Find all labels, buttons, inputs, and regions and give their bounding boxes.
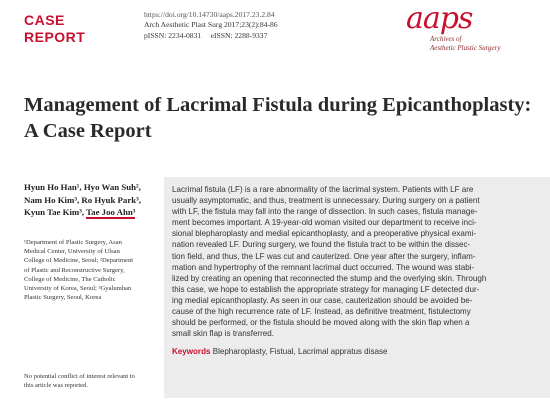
affiliation-line: ¹Department of Plastic Surgery, Asan: [24, 239, 122, 246]
citation: Arch Aesthetic Plast Surg 2017;23(2):84-86: [144, 20, 278, 30]
abstract-line: nation revealed LF. During surgery, we found the fistula tract to be within the dissec-: [172, 240, 471, 250]
abstract-line: should be performed, or the fistula should be moved along with the skin flap when a: [172, 318, 470, 328]
keywords-label: Keywords: [172, 347, 211, 357]
abstract-line: usually asymptomatic, and thus, treatment is unnecessary. During surgery on a patient: [172, 196, 480, 206]
coi-line1: No potential conflict of interest relevant to: [24, 373, 135, 380]
issn: pISSN: 2234-0831 eISSN: 2288-9337: [144, 30, 268, 40]
authors-line3-part1: Kyun Tae Kim³,: [24, 207, 87, 217]
affiliation-line: College of Medicine, The Catholic: [24, 275, 116, 283]
abstract-line: sional blepharoplasty and medial epicanthoplasty, and a preoperative physical exami-: [172, 229, 477, 239]
keywords-text: Blepharoplasty, Fistual, Lacrimal appratus disase: [210, 347, 388, 357]
abstract-line: mation and hypertrophy of the remnant lacrimal duct occurred. The wound was stabi-: [172, 262, 475, 272]
abstract-line: with LF, the fistula may fall into the range of dissection. In such cases, fistula manage-: [172, 207, 478, 217]
corresponding-author: Tae Joo Ahn³: [86, 207, 136, 217]
abstract-line: ing medial epicanthoplasty. As seen in our case, cauterization should be avoided be-: [172, 295, 473, 305]
keywords: [172, 346, 538, 357]
affiliation-line: College of Medicine, Seoul; ²Department: [24, 257, 134, 265]
abstract-line: Lacrimal fistula (LF) is a rare abnormality of the lacrimal system. Patients with LF are: [172, 185, 474, 194]
abstract-line: ment becomes important. A 19-year-old woman visited our department to receive inci-: [172, 218, 477, 228]
abstract-line: lized by creating an opening that reconnected the stump and the overlying skin. Through: [172, 273, 487, 283]
affiliation-line: of Plastic and Reconstructive Surgery,: [24, 266, 125, 274]
publication-meta: [144, 10, 278, 41]
coi-line2: this article was reported.: [24, 382, 88, 389]
case-label-line2: REPORT: [24, 29, 86, 45]
authors-line2: Nam Ho Kim³, Ro Hyuk Park³,: [24, 194, 141, 205]
doi-link[interactable]: https://doi.org/10.14730/aaps.2017.23.2.84: [144, 10, 275, 19]
title-line1: Management of Lacrimal Fistula during Epicanthoplasty:: [24, 94, 532, 116]
title-line2: A Case Report: [24, 120, 152, 142]
author-list: [24, 181, 154, 219]
logo-wordmark: aaps: [406, 1, 473, 36]
article-title: [24, 92, 534, 144]
case-label-line1: CASE: [24, 12, 65, 28]
abstract-text: [172, 184, 538, 339]
authors-line3: [24, 206, 154, 219]
abstract-line: cause of the high recurrence rate of LF. Instead, as definitive treatment, fistulectomy: [172, 307, 471, 317]
logo-subtitle-line1: Archives of: [430, 35, 462, 43]
affiliation-line: Medical Center, University of Ulsan: [24, 248, 120, 256]
affiliations: [24, 238, 156, 302]
abstract-line: this case, we hope to establish the appropriate strategy for managing LF detected dur-: [172, 284, 480, 294]
abstract-box: [164, 177, 550, 398]
conflict-of-interest-note: [24, 372, 154, 390]
affiliation-line: University of Korea, Seoul; ³Gyalumhan: [24, 285, 132, 293]
journal-logo: [406, 1, 536, 52]
abstract-line: tion field, and thus, the LF was cut and cauterized. One year after the surgery, inflam-: [172, 251, 476, 261]
authors-line1: Hyun Ho Han¹, Hyo Wan Suh²,: [24, 182, 141, 192]
case-report-label: [24, 12, 85, 46]
logo-subtitle-line2: Aesthetic Plastic Surgery: [430, 43, 501, 52]
affiliation-line: Plastic Surgery, Seoul, Korea: [24, 294, 102, 302]
abstract-line: small skin flap is transferred.: [172, 329, 274, 339]
